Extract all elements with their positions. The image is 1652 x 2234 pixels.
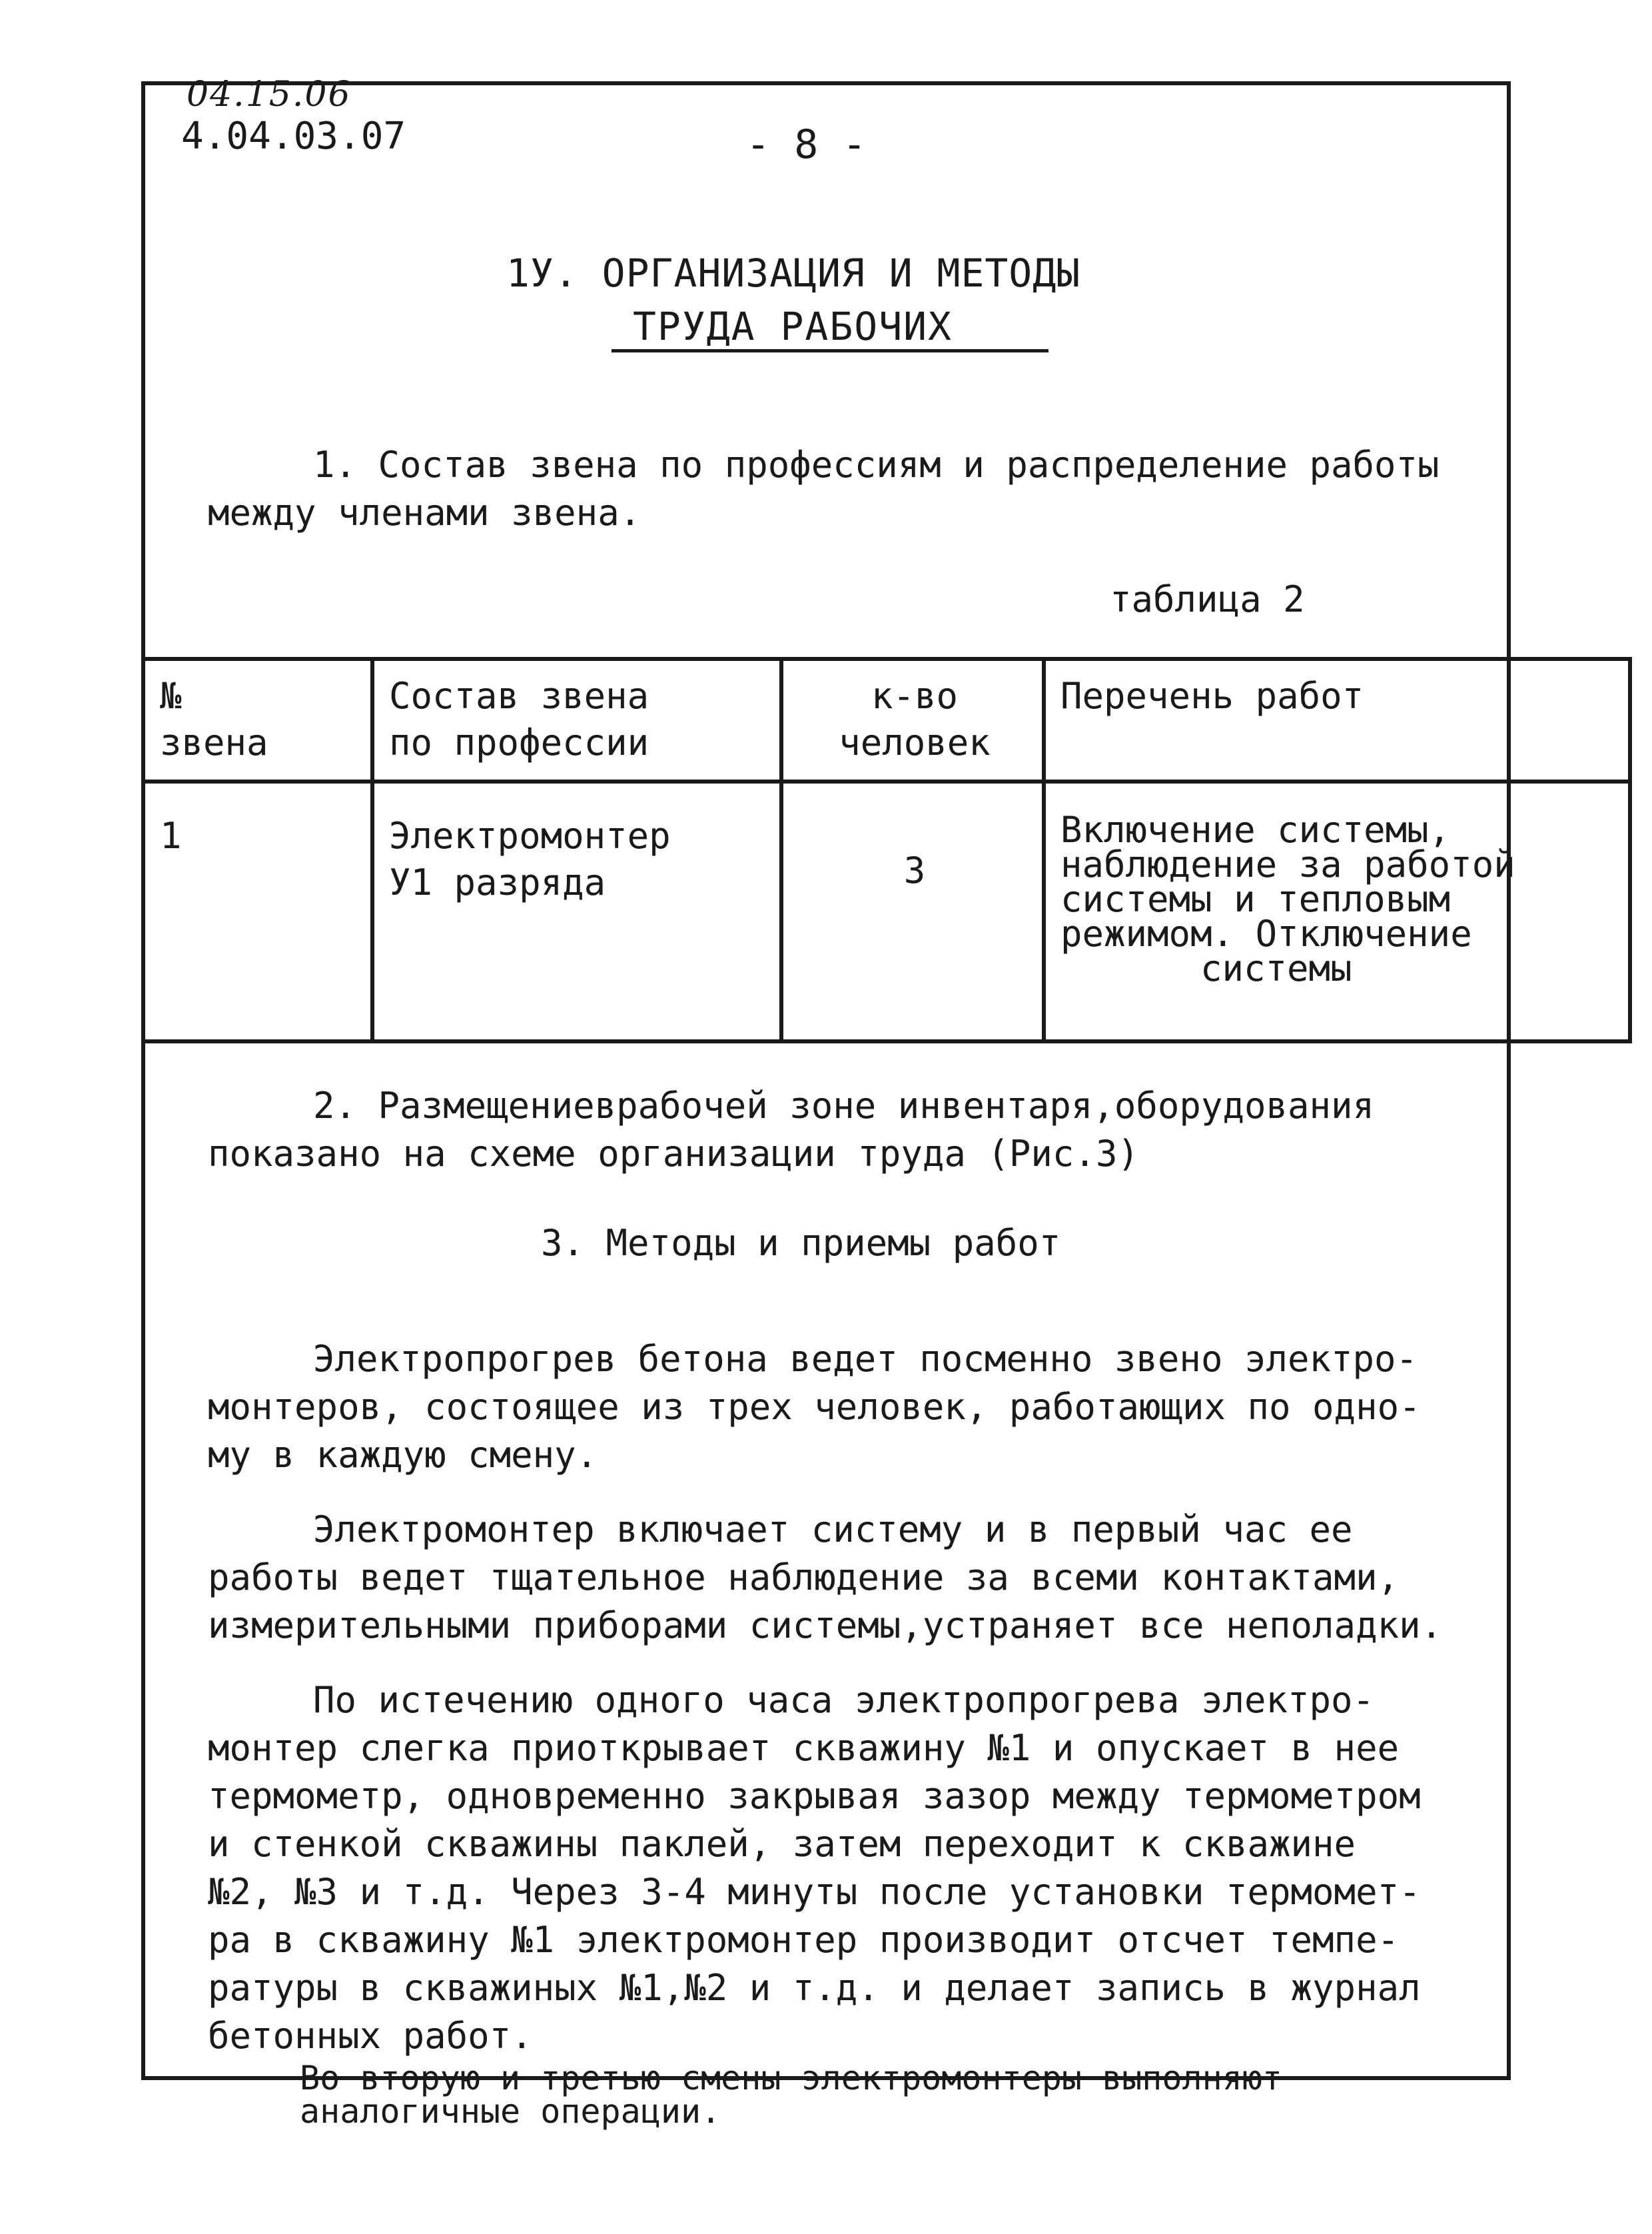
paragraph-line: и стенкой скважины паклей, затем переходит к скважине	[208, 1823, 1356, 1865]
cell-text: 3	[903, 849, 926, 891]
cell-crew-no	[143, 782, 372, 1041]
header-text: по профессии	[389, 722, 649, 764]
paragraph-line: измерительными приборами системы,устраняет все неполадки.	[208, 1604, 1443, 1646]
header-text: №	[160, 675, 182, 717]
handwritten-code: 04.15.06	[187, 75, 352, 115]
cell-text: У1 разряда	[389, 861, 606, 903]
table-caption: таблица 2	[1110, 578, 1305, 620]
paragraph-line: работы ведет тщательное наблюдение за всеми контактами,	[208, 1556, 1400, 1598]
paragraph-line: №2, №3 и т.д. Через 3-4 минуты после установки термомет-	[208, 1871, 1421, 1913]
header-text: звена	[160, 722, 268, 764]
paragraph-line: аналогичные операции.	[300, 2092, 721, 2131]
paragraph-line: По истечению одного часа электропрогрева электро-	[313, 1679, 1375, 1721]
paragraph-line: термометр, одновременно закрывая зазор между термометром	[208, 1775, 1421, 1817]
paragraph-line: Электромонтер включает систему и в первый час ее	[313, 1508, 1353, 1550]
section-title-line1: 1У. ОРГАНИЗАЦИЯ И МЕТОДЫ	[506, 251, 1081, 296]
header-text: человек	[839, 722, 991, 764]
paragraph-line: ратуры в скважиных №1,№2 и т.д. и делает запись в журнал	[208, 1967, 1421, 2009]
page-number: - 8 -	[746, 121, 867, 168]
header-text: к-во	[871, 675, 959, 717]
document-code: 4.04.03.07	[181, 115, 406, 158]
paragraph-line: монтер слегка приоткрывает скважину №1 и опускает в нее	[208, 1727, 1400, 1769]
item3-title: 3. Методы и приемы работ	[541, 1222, 1061, 1264]
cell-text: наблюдение за работой	[1060, 843, 1515, 885]
cell-text: 1	[160, 815, 182, 857]
item1-line2: между членами звена.	[208, 492, 641, 534]
cell-works	[1044, 782, 1630, 1041]
header-text: Состав звена	[389, 675, 649, 717]
header-text: Перечень работ	[1060, 675, 1364, 717]
section-title-line2: ТРУДА РАБОЧИХ	[633, 304, 953, 349]
table-row	[143, 782, 1630, 1041]
cell-text: системы	[1200, 947, 1352, 989]
cell-text: системы и тепловым	[1060, 878, 1451, 920]
crew-table	[141, 657, 1632, 1043]
item2-line1: 2. Размещениеврабочей зоне инвентаря,оборудования	[313, 1085, 1375, 1127]
paragraph-line: му в каждую смену.	[208, 1434, 598, 1476]
item1-line1: 1. Состав звена по профессиям и распределение работы	[313, 444, 1440, 486]
header-cell-profession	[372, 659, 781, 782]
cell-text: Включение системы,	[1060, 809, 1451, 851]
cell-text: режимом. Отключение	[1060, 913, 1472, 955]
title-underline	[612, 349, 1048, 352]
cell-profession	[372, 782, 781, 1041]
paragraph-line: Электропрогрев бетона ведет посменно звено электро-	[313, 1338, 1418, 1380]
paragraph-line: Во вторую и третью смены электромонтеры выполняют	[300, 2059, 1283, 2097]
table-header-row	[143, 659, 1630, 782]
header-cell-count	[781, 659, 1044, 782]
paragraph-line: ра в скважину №1 электромонтер производит отсчет темпе-	[208, 1919, 1400, 1961]
item2-line2: показано на схеме организации труда (Рис.3)	[208, 1133, 1139, 1175]
header-cell-crew-no	[143, 659, 372, 782]
paragraph-line: монтеров, состоящее из трех человек, работающих по одно-	[208, 1386, 1421, 1428]
cell-text: Электромонтер	[389, 815, 671, 857]
cell-count	[781, 782, 1044, 1041]
header-cell-works	[1044, 659, 1630, 782]
paragraph-line: бетонных работ.	[208, 2015, 533, 2057]
